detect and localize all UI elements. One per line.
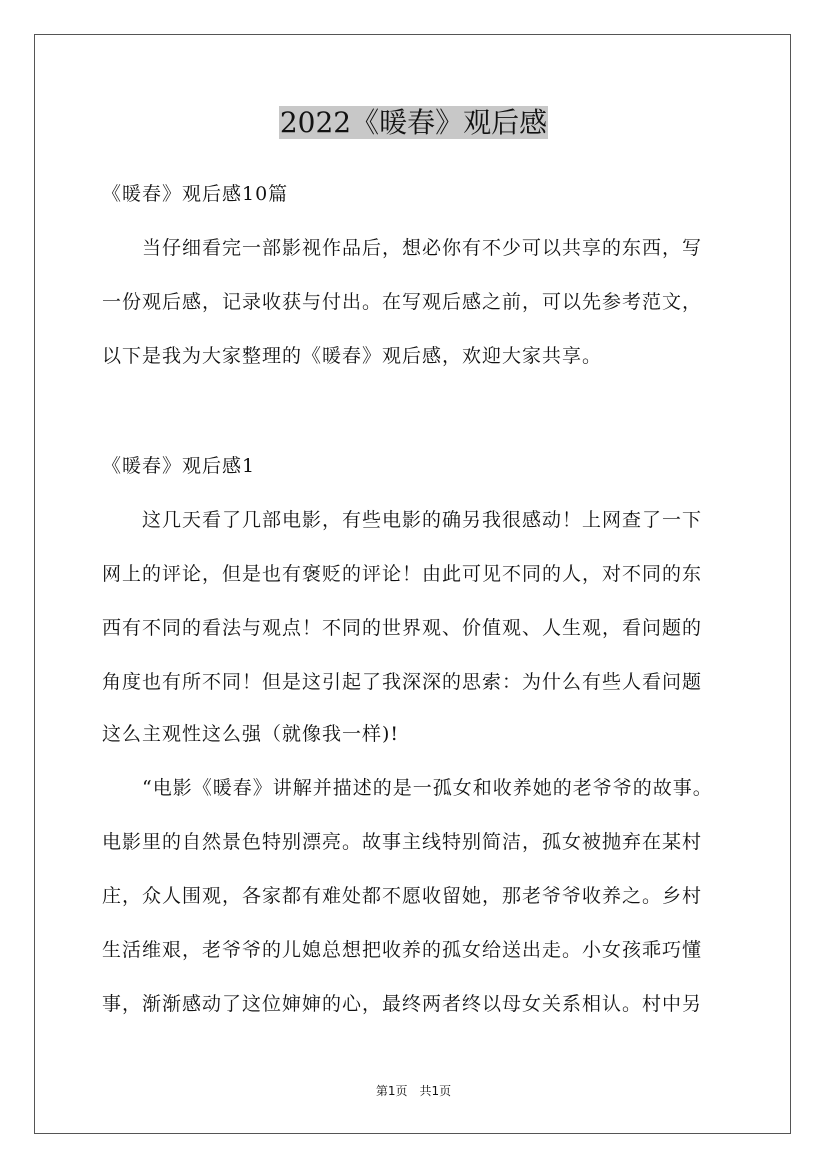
section-heading: 《暖春》观后感1: [102, 455, 256, 477]
body-line: 角度也有所不同！但是这引起了我深深的思索：为什么有些人看问题: [102, 671, 703, 693]
body-line: 生活维艰，老爷爷的儿媳总想把收养的孤女给送出走。小女孩乖巧懂: [102, 939, 703, 961]
body-line: 事，渐渐感动了这位婶婶的心，最终两者终以母女关系相认。村中另: [102, 993, 703, 1015]
body-line: 电影里的自然景色特别漂亮。故事主线特别简洁，孤女被抛弃在某村: [102, 831, 703, 853]
intro-line: 当仔细看完一部影视作品后，想必你有不少可以共享的东西，写: [102, 237, 703, 259]
intro-line: 一份观后感，记录收获与付出。在写观后感之前，可以先参考范文，: [102, 291, 703, 313]
body-line: “电影《暖春》讲解并描述的是一孤女和收养她的老爷爷的故事。: [102, 777, 713, 799]
body-line: 西有不同的看法与观点！不同的世界观、价值观、人生观，看问题的: [102, 617, 703, 639]
document-title-text: 2022《暖春》观后感: [279, 106, 548, 139]
body-line: 庄，众人围观，各家都有难处都不愿收留她，那老爷爷收养之。乡村: [102, 885, 703, 907]
document-title: [0, 103, 827, 143]
body-line: 这几天看了几部电影，有些电影的确另我很感动！上网查了一下: [102, 509, 703, 531]
page-footer: 第1页 共1页: [375, 1084, 452, 1098]
subtitle-line: 《暖春》观后感10篇: [102, 183, 289, 205]
body-line: 网上的评论，但是也有褒贬的评论！由此可见不同的人，对不同的东: [102, 563, 703, 585]
intro-line: 以下是我为大家整理的《暖春》观后感，欢迎大家共享。: [102, 345, 603, 367]
body-line: 这么主观性这么强（就像我一样)!: [102, 723, 400, 745]
